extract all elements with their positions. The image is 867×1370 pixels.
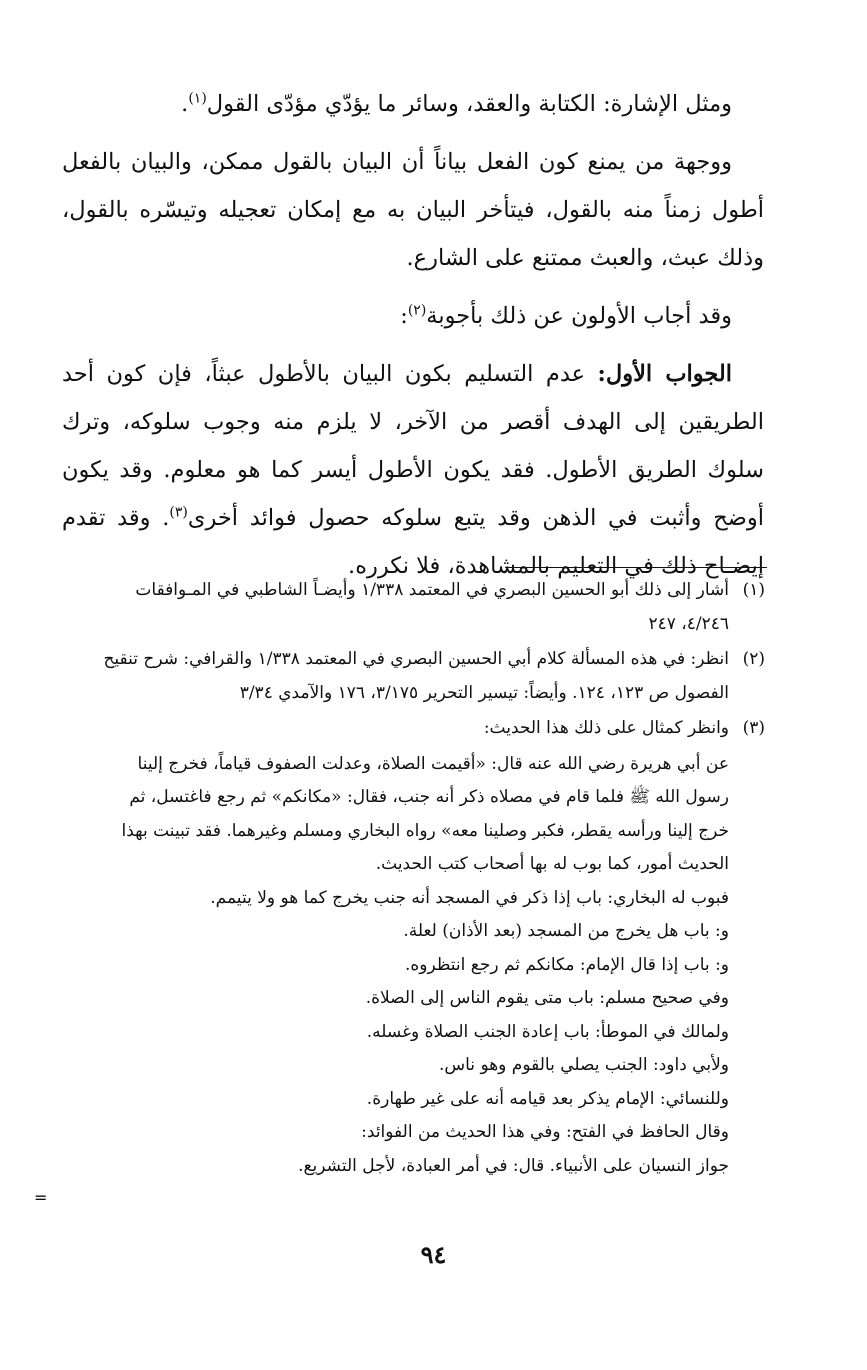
hadith-line: وفي صحيح مسلم: باب متى يقوم الناس إلى الصلاة. (365, 988, 729, 1008)
hadith-line: فبوب له البخاري: باب إذا ذكر في المسجد أنه جنب يخرج كما هو ولا يتيمم. (210, 887, 729, 908)
paragraph-2 (62, 138, 764, 282)
hadith-line: وللنسائي: الإمام يذكر بعد قيامه أنه على غير طهارة. (366, 1088, 729, 1109)
paragraph-4 (62, 350, 764, 590)
footnote-line: وانظر كمثال على ذلك هذا الحديث: (483, 718, 729, 738)
footnote-ref-1: (١) (188, 90, 207, 107)
paragraph-2-text: ووجهة من يمنع كون الفعل بياناً أن البيان بالقول ممكن، والبيان بالفعل أطول زمناً منه بالقول، فيتأخر البيان به مع إمكان تعجيله وتيسّره بالقول، وذلك عبث، والعبث ممتنع على الشارع. (62, 149, 764, 271)
footnote-line: ٤/٢٤٦، ٢٤٧ (648, 613, 729, 634)
hadith-line: خرج إلينا ورأسه يقطر، فكبر وصلينا معه» رواه البخاري ومسلم وغيرهما. فقد تبينت بهذا (121, 820, 729, 841)
footnote-3 (55, 712, 765, 746)
hadith-line: عن أبي هريرة رضي الله عنه قال: «أقيمت الصلاة، وعدلت الصفوف قياماً، فخرج إلينا (137, 753, 729, 774)
paragraph-1-text: ومثل الإشارة: الكتابة والعقد، وسائر ما يؤدّي مؤدّى القول (206, 91, 732, 117)
hadith-block (55, 748, 765, 1184)
paragraph-3 (62, 292, 764, 340)
footnote-number: (٢) (742, 649, 765, 669)
hadith-line: و: باب إذا قال الإمام: مكانكم ثم رجع انتظروه. (404, 954, 729, 975)
paragraph-4-text-a: عدم التسليم بكون البيان بالأطول عبثاً، فإن كون أحد الطريقين إلى الهدف أقصر من الآخر، لا يلزم منه وجوب سلوكه، وترك سلوك الطريق الأطول. فقد يكون الأطول أيسر كما هو معلوم. وقد يكون أوضح وأثبت في الذهن وقد يتبع سلوكه حصول فوائد أخرى (62, 361, 764, 531)
footnote-line: انظر: في هذه المسألة كلام أبي الحسين البصري في المعتمد ١/٣٣٨ والقرافي: شرح تنقيح (103, 649, 729, 669)
footnote-separator (505, 567, 767, 568)
footnote-ref-3: (٣) (169, 504, 188, 521)
hadith-line: ولمالك في الموطأ: باب إعادة الجنب الصلاة وغسله. (366, 1021, 729, 1042)
paragraph-4-text-b: . وقد تقدم إيضـاح ذلك في التعليم بالمشاهدة، فلا نكرره. (62, 505, 764, 579)
margin-mark: = (34, 1188, 48, 1207)
hadith-line: رسول الله ﷺ فلما قام في مصلاه ذكر أنه جنب، فقال: «مكانكم» ثم رجع فاغتسل، ثم (129, 787, 729, 807)
main-text (62, 80, 764, 600)
footnote-number: (٣) (742, 718, 765, 738)
hadith-line: الحديث أمور، كما بوب له بها أصحاب كتب الحديث. (375, 854, 729, 874)
answer-heading: الجواب الأول: (597, 361, 733, 387)
hadith-line: جواز النسيان على الأنبياء. قال: في أمر العبادة، لأجل التشريع. (298, 1155, 729, 1176)
hadith-line: و: باب هل يخرج من المسجد (بعد الأذان) لعلة. (403, 921, 729, 941)
paragraph-1 (62, 80, 764, 128)
hadith-line: ولأبي داود: الجنب يصلي بالقوم وهو ناس. (438, 1055, 729, 1075)
hadith-line: وقال الحافظ في الفتح: وفي هذا الحديث من الفوائد: (361, 1122, 729, 1142)
paragraph-1-end: . (181, 91, 189, 117)
paragraph-3-end: : (400, 303, 408, 329)
footnotes (55, 574, 765, 1183)
footnote-number: (١) (742, 580, 765, 600)
page-number: ٩٤ (420, 1240, 447, 1269)
footnote-line: الفصول ص ١٢٣، ١٢٤. وأيضاً: تيسير التحرير ٣/١٧٥، ١٧٦ والآمدي ٣/٣٤ (239, 682, 729, 703)
footnote-line: أشار إلى ذلك أبو الحسين البصري في المعتمد ١/٣٣٨ وأيضـاً الشاطبي في المـوافقات (135, 580, 729, 600)
paragraph-3-text: وقد أجاب الأولون عن ذلك بأجوبة (426, 303, 732, 329)
footnote-1 (55, 574, 765, 641)
footnote-ref-2: (٢) (407, 302, 427, 319)
footnote-2 (55, 643, 765, 710)
